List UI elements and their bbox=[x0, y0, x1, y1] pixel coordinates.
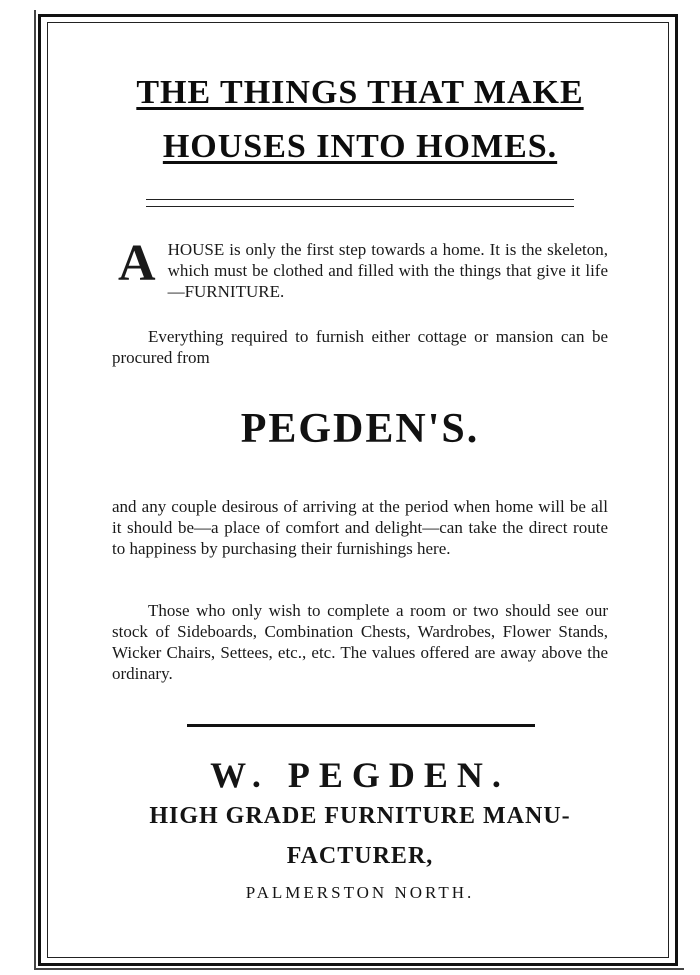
proprietor-name: W. PEGDEN. bbox=[210, 755, 510, 795]
furnish-paragraph: Everything required to furnish either cottage or mansion can be procured from bbox=[112, 327, 608, 367]
store-name: PEGDEN'S. bbox=[240, 406, 480, 452]
scan-edge-bottom bbox=[34, 968, 684, 970]
headline-line-2: HOUSES INTO HOMES. bbox=[162, 128, 558, 165]
stock-paragraph: Those who only wish to complete a room or two should see our stock of Sideboards, Combination Chests, Wardrobes, Flower Stands, Wicker Chairs, Settees, etc., etc. The values offered are away above the ordinary. bbox=[112, 601, 608, 683]
happiness-paragraph: and any couple desirous of arriving at the period when home will be all it should be—a place of comfort and delight—can take the direct route to happiness by purchasing their furnishings here. bbox=[112, 497, 608, 558]
intro-text: HOUSE is only the first step towards a home. It is the skeleton, which must be clothed and filled with the things that give it life—FURNITURE. bbox=[167, 240, 608, 301]
intro-paragraph bbox=[112, 235, 608, 302]
location: PALMERSTON NORTH. bbox=[245, 883, 475, 902]
scan-edge-left bbox=[34, 10, 36, 970]
drop-cap: A bbox=[118, 235, 156, 292]
trade-line-2: FACTURER, bbox=[286, 843, 434, 869]
footer-rule bbox=[187, 724, 535, 727]
double-rule-divider bbox=[146, 199, 574, 207]
trade-line-1: HIGH GRADE FURNITURE MANU- bbox=[149, 803, 571, 829]
headline-line-1: THE THINGS THAT MAKE bbox=[136, 74, 584, 111]
